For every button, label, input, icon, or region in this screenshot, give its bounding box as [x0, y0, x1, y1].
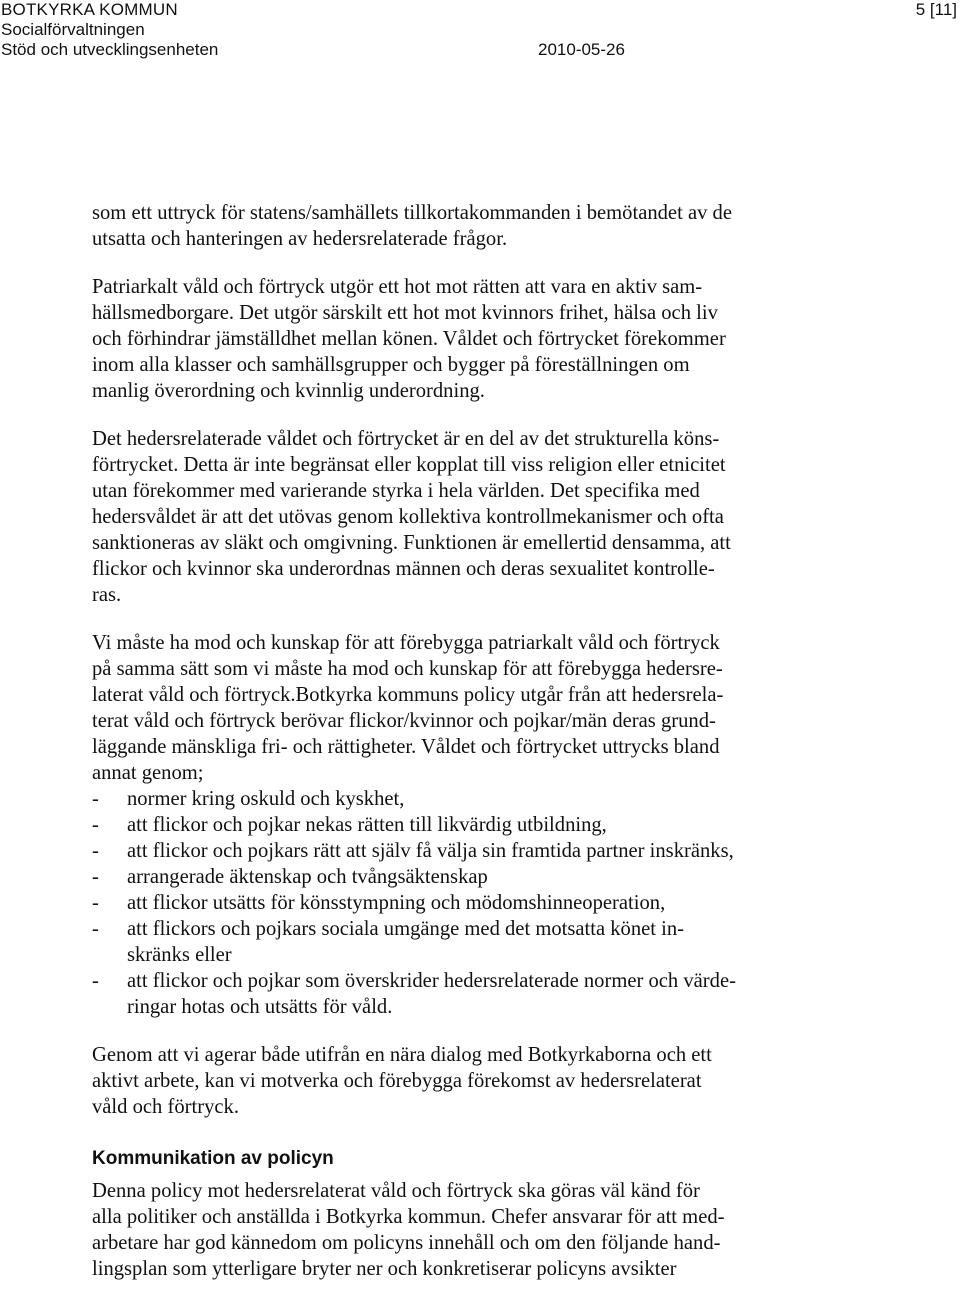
list-item	[92, 786, 852, 812]
page-number: 5 [11]	[915, 0, 957, 19]
list-marker: -	[92, 788, 99, 810]
list-marker: -	[92, 970, 99, 992]
list-item-text: att flickors och pojkars sociala umgänge med det motsatta könet in- skränks eller	[127, 918, 685, 966]
list-item	[92, 890, 852, 916]
list-marker: -	[92, 866, 99, 888]
organization-name: BOTKYRKA KOMMUN	[1, 0, 178, 19]
page-header	[0, 0, 960, 62]
document-date: 2010-05-26	[538, 40, 625, 59]
list-item	[92, 968, 852, 1020]
list-item	[92, 812, 852, 838]
paragraph-3: Det hedersrelaterade våldet och förtrycket är en del av det strukturella köns- förtrycket. Detta är inte begränsat eller kopplat till viss religion eller etnicitet utan förekommer med varierande styrka i hela världen. Det specifika med hedersvåldet är att det utövas genom kollektiva kontrollmekanismer och ofta sanktioneras av släkt och omgivning. Funktionen är emellertid densamma, att flickor och kvinnor ska underordnas männen och deras sexualitet kontrolle- ras.	[92, 428, 731, 606]
list-marker: -	[92, 840, 99, 862]
list-item-text: att flickor utsätts för könsstympning och mödomshinneoperation,	[127, 892, 666, 914]
list-item-text: att flickor och pojkar nekas rätten till likvärdig utbildning,	[127, 814, 607, 836]
expression-list	[92, 786, 852, 1020]
paragraph-5: Genom att vi agerar både utifrån en nära dialog med Botkyrkaborna och ett aktivt arbete, kan vi motverka och förebygga förekomst av hedersrelaterat våld och förtryck.	[92, 1044, 712, 1118]
list-marker: -	[92, 892, 99, 914]
list-marker: -	[92, 814, 99, 836]
document-body	[92, 200, 852, 1304]
section-heading: Kommunikation av policyn	[92, 1148, 334, 1169]
list-item	[92, 864, 852, 890]
list-item-text: att flickor och pojkars rätt att själv få välja sin framtida partner inskränks,	[127, 840, 734, 862]
paragraph-1: som ett uttryck för statens/samhällets tillkortakommanden i bemötandet av de utsatta och hanteringen av hedersrelaterade frågor.	[92, 202, 732, 250]
list-item-text: normer kring oskuld och kyskhet,	[127, 788, 405, 810]
list-item	[92, 838, 852, 864]
unit-name: Stöd och utvecklingsenheten	[1, 40, 219, 59]
list-item-text: att flickor och pojkar som överskrider hedersrelaterade normer och värde- ringar hotas och utsätts för våld.	[127, 970, 736, 1018]
department-name: Socialförvaltningen	[1, 20, 145, 39]
list-item-text: arrangerade äktenskap och tvångsäktenskap	[127, 866, 488, 888]
paragraph-4: Vi måste ha mod och kunskap för att förebygga patriarkalt våld och förtryck på samma sätt som vi måste ha mod och kunskap för att förebygga hedersre- laterat våld och förtryck.Botkyrka kommuns policy utgår från att hedersrela- terat våld och förtryck berövar flickor/kvinnor och pojkar/män deras grund- läggande mänskliga fri- och rättigheter. Våldet och förtrycket uttrycks bland annat genom;	[92, 632, 724, 784]
list-item	[92, 916, 852, 968]
paragraph-6: Denna policy mot hedersrelaterat våld och förtryck ska göras väl känd för alla politiker och anställda i Botkyrka kommun. Chefer ansvarar för att med- arbetare har god kännedom om policyns innehåll och om den följande hand- lingsplan som ytterligare bryter ner och konkretiserar policyns avsikter	[92, 1180, 725, 1280]
paragraph-2: Patriarkalt våld och förtryck utgör ett hot mot rätten att vara en aktiv sam- hällsmedborgare. Det utgör särskilt ett hot mot kvinnors frihet, hälsa och liv och förhindrar jämställdhet mellan könen. Våldet och förtrycket förekommer inom alla klasser och samhällsgrupper och bygger på föreställningen om manlig överordning och kvinnlig underordning.	[92, 276, 726, 402]
list-marker: -	[92, 918, 99, 940]
